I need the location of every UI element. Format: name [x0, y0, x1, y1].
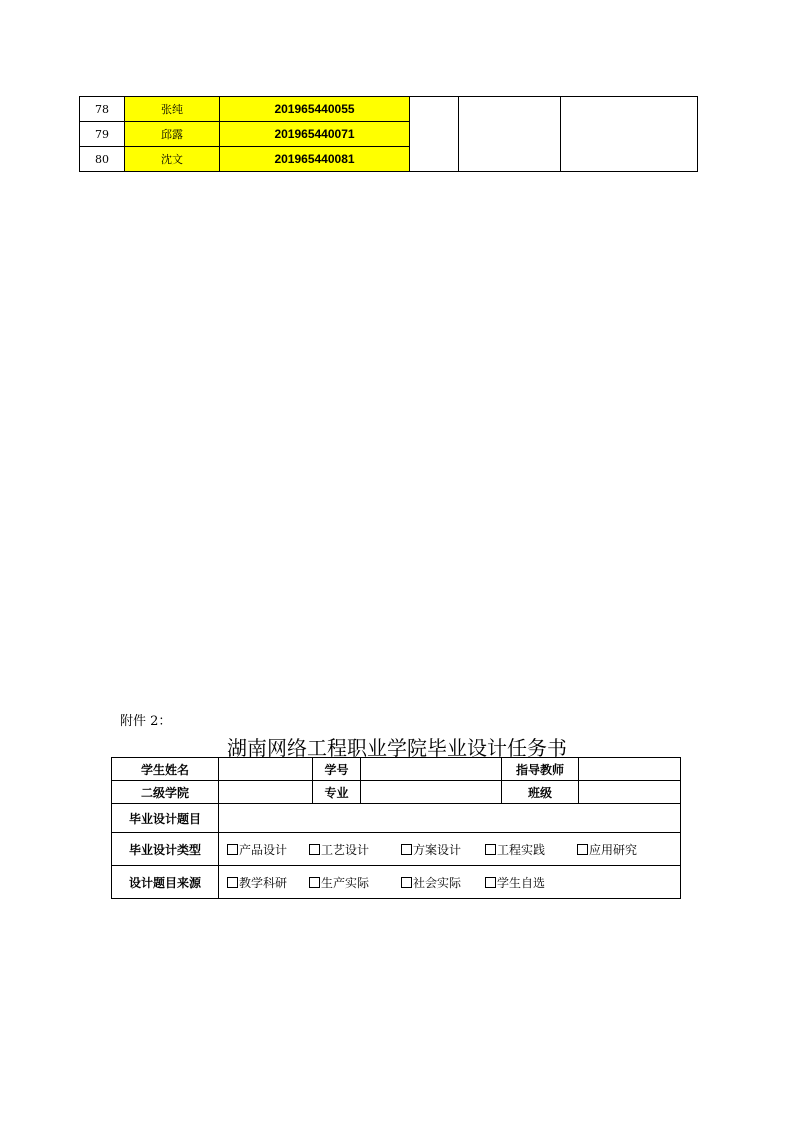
student-id-field[interactable] [361, 758, 502, 781]
college-label: 二级学院 [112, 781, 219, 804]
form-row [112, 833, 681, 866]
form-row [112, 866, 681, 899]
topic-source-label: 设计题目来源 [112, 866, 219, 899]
design-type-option[interactable]: 产品设计 [227, 841, 309, 858]
topic-field[interactable] [219, 804, 681, 833]
design-type-label: 毕业设计类型 [112, 833, 219, 866]
student-list-table [79, 96, 698, 172]
checkbox-icon[interactable] [485, 844, 496, 855]
table-row [80, 97, 698, 122]
design-type-option[interactable]: 工艺设计 [309, 841, 401, 858]
student-name-field[interactable] [219, 758, 313, 781]
checkbox-icon[interactable] [401, 877, 412, 888]
task-form-table [111, 757, 681, 899]
class-label: 班级 [502, 781, 579, 804]
form-row [112, 758, 681, 781]
empty-cell [561, 97, 698, 172]
form-title: 湖南网络工程职业学院毕业设计任务书 [227, 736, 567, 760]
advisor-field[interactable] [579, 758, 681, 781]
design-type-option[interactable]: 工程实践 [485, 841, 577, 858]
design-type-options [219, 833, 681, 866]
empty-cell [410, 97, 459, 172]
college-field[interactable] [219, 781, 313, 804]
student-id-cell: 201965440071 [220, 122, 410, 147]
topic-source-option[interactable]: 学生自选 [485, 874, 545, 891]
major-label: 专业 [313, 781, 361, 804]
checkbox-icon[interactable] [227, 844, 238, 855]
checkbox-icon[interactable] [309, 844, 320, 855]
checkbox-icon[interactable] [309, 877, 320, 888]
topic-source-option[interactable]: 生产实际 [309, 874, 401, 891]
form-row [112, 804, 681, 833]
checkbox-icon[interactable] [577, 844, 588, 855]
row-number: 79 [80, 122, 125, 147]
design-type-option[interactable]: 方案设计 [401, 841, 485, 858]
student-id-label: 学号 [313, 758, 361, 781]
class-field[interactable] [579, 781, 681, 804]
student-id-cell: 201965440055 [220, 97, 410, 122]
student-name-cell: 邱露 [125, 122, 220, 147]
student-id-cell: 201965440081 [220, 147, 410, 172]
form-row [112, 781, 681, 804]
checkbox-icon[interactable] [485, 877, 496, 888]
checkbox-icon[interactable] [227, 877, 238, 888]
student-name-cell: 张纯 [125, 97, 220, 122]
advisor-label: 指导教师 [502, 758, 579, 781]
row-number: 78 [80, 97, 125, 122]
row-number: 80 [80, 147, 125, 172]
checkbox-icon[interactable] [401, 844, 412, 855]
topic-source-option[interactable]: 教学科研 [227, 874, 309, 891]
empty-cell [459, 97, 561, 172]
topic-label: 毕业设计题目 [112, 804, 219, 833]
attachment-label: 附件 2： [120, 714, 172, 729]
student-name-cell: 沈文 [125, 147, 220, 172]
topic-source-options [219, 866, 681, 899]
design-type-option[interactable]: 应用研究 [577, 841, 637, 858]
topic-source-option[interactable]: 社会实际 [401, 874, 485, 891]
major-field[interactable] [361, 781, 502, 804]
student-name-label: 学生姓名 [112, 758, 219, 781]
